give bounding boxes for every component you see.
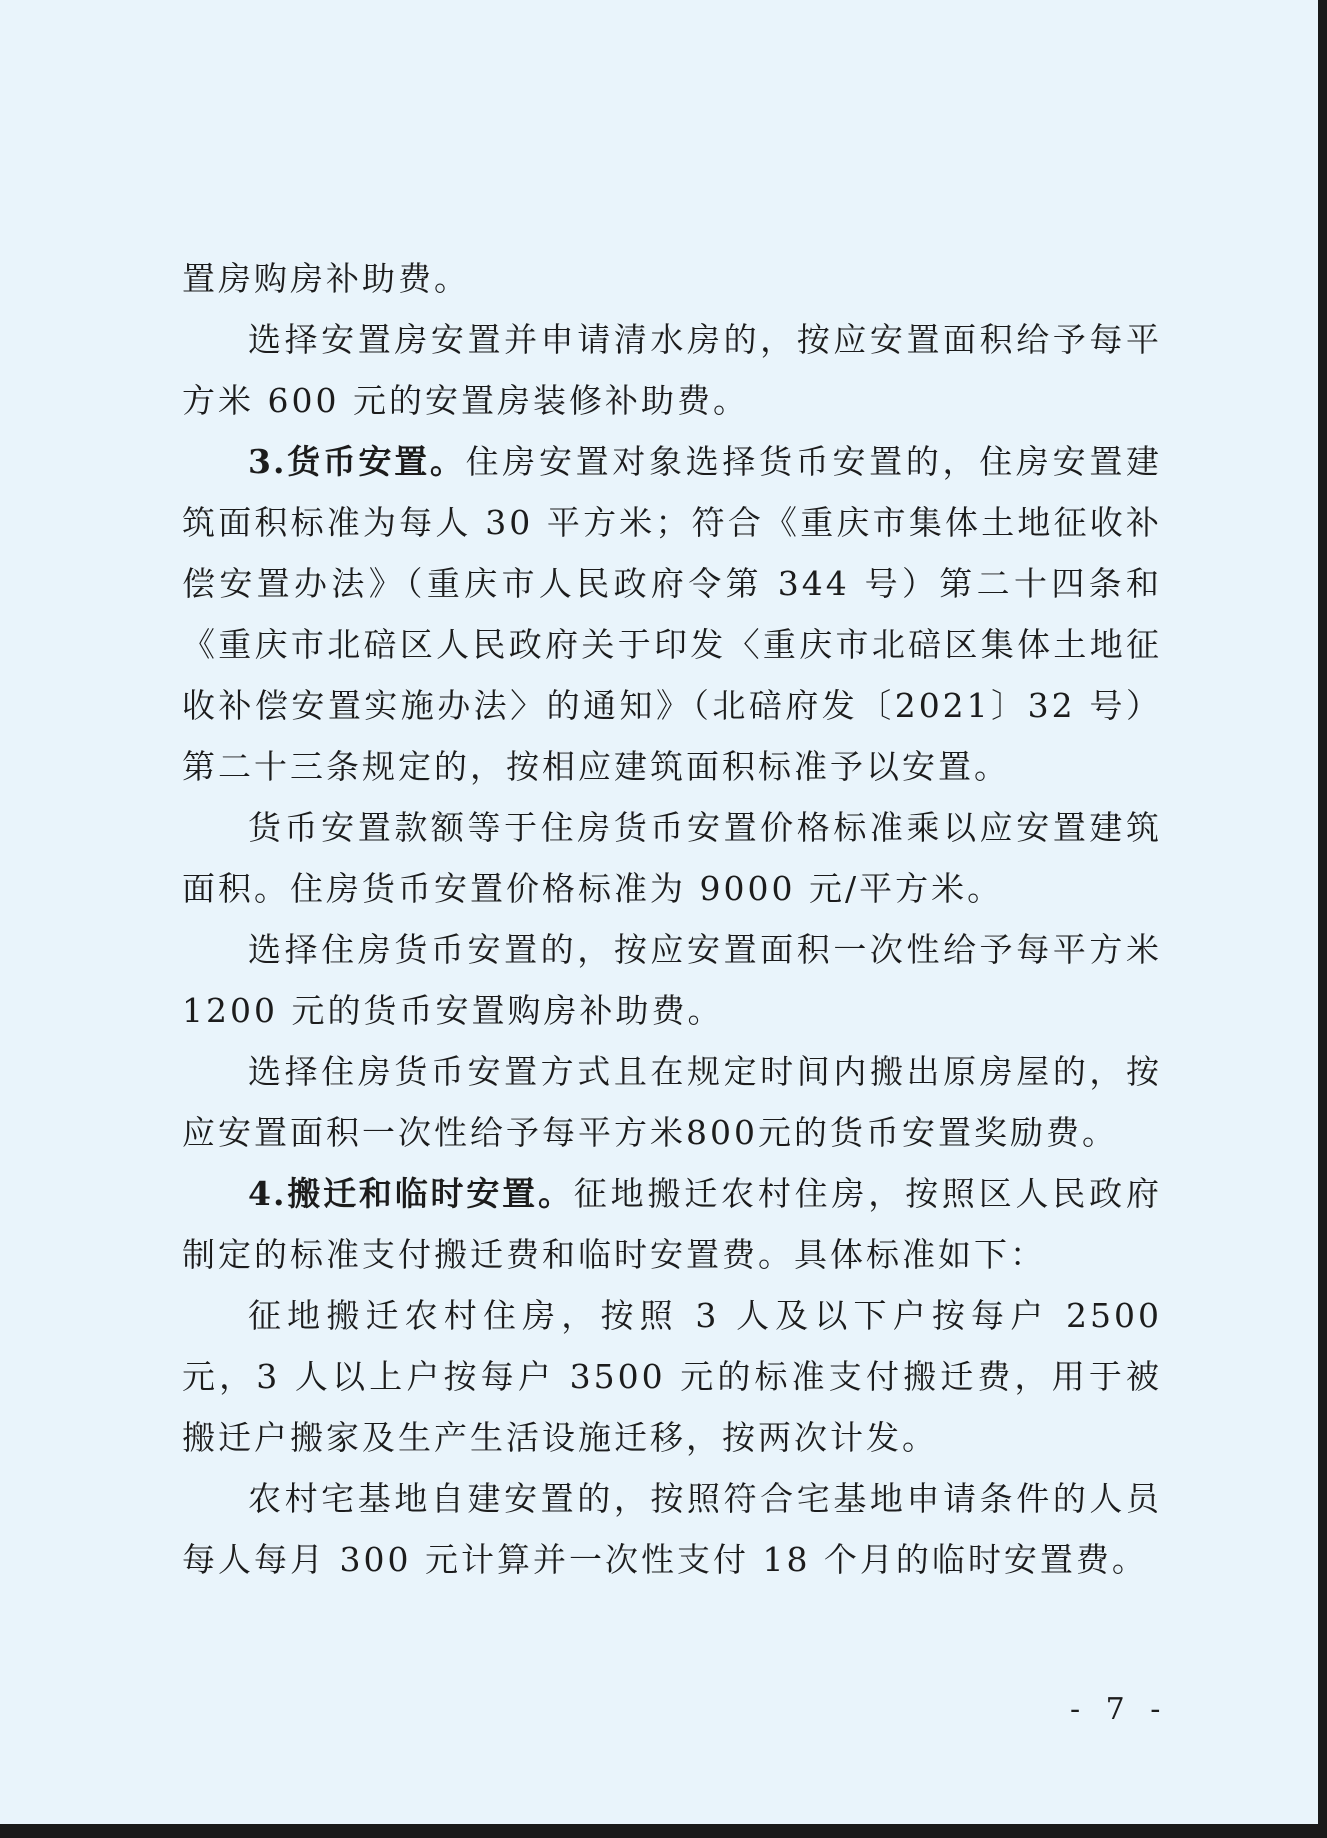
- paragraph: [182, 797, 1162, 919]
- paragraph: [182, 919, 1162, 1041]
- paragraph: [182, 431, 1162, 797]
- paragraph-text: 农村宅基地自建安置的，按照符合宅基地申请条件的人员每人每月 300 元计算并一次性支付 18 个月的临时安置费。: [182, 1479, 1162, 1579]
- paragraph: [182, 1041, 1162, 1163]
- paragraph-text: 住房安置对象选择货币安置的，住房安置建筑面积标准为每人 30 平方米；符合《重庆市集体土地征收补偿安置办法》（重庆市人民政府令第 344 号）第二十四条和《重庆市北碚区人民政府关于印发〈重庆市北碚区集体土地征收补偿安置实施办法〉的通知》（北碚府发〔2021〕32 号）第二十三条规定的，按相应建筑面积标准予以安置。: [182, 442, 1163, 786]
- paragraph-text: 征地搬迁农村住房，按照 3 人及以下户按每户 2500 元，3 人以上户按每户 3500 元的标准支付搬迁费，用于被搬迁户搬家及生产生活设施迁移，按两次计发。: [182, 1296, 1162, 1457]
- paragraph-text: 货币安置款额等于住房货币安置价格标准乘以应安置建筑面积。住房货币安置价格标准为 9000 元/平方米。: [182, 808, 1162, 908]
- paragraph: [182, 1163, 1162, 1285]
- body-text: [182, 248, 1162, 1590]
- page-number: - 7 -: [1070, 1692, 1169, 1727]
- paragraph: [182, 1285, 1162, 1468]
- paragraph: [182, 248, 1162, 309]
- paragraph-text: 征地搬迁农村住房，按照区人民政府制定的标准支付搬迁费和临时安置费。具体标准如下：: [182, 1174, 1162, 1274]
- section-heading: 4.搬迁和临时安置。: [248, 1174, 574, 1213]
- paragraph-text: 选择安置房安置并申请清水房的，按应安置面积给予每平方米 600 元的安置房装修补助费。: [182, 320, 1162, 420]
- paragraph: [182, 309, 1162, 431]
- paragraph-text: 置房购房补助费。: [182, 259, 470, 298]
- paragraph-text: 选择住房货币安置方式且在规定时间内搬出原房屋的，按应安置面积一次性给予每平方米800元的货币安置奖励费。: [182, 1052, 1162, 1152]
- paragraph-text: 选择住房货币安置的，按应安置面积一次性给予每平方米 1200 元的货币安置购房补助费。: [182, 930, 1162, 1030]
- paragraph: [182, 1468, 1162, 1590]
- section-heading: 3.货币安置。: [248, 442, 466, 481]
